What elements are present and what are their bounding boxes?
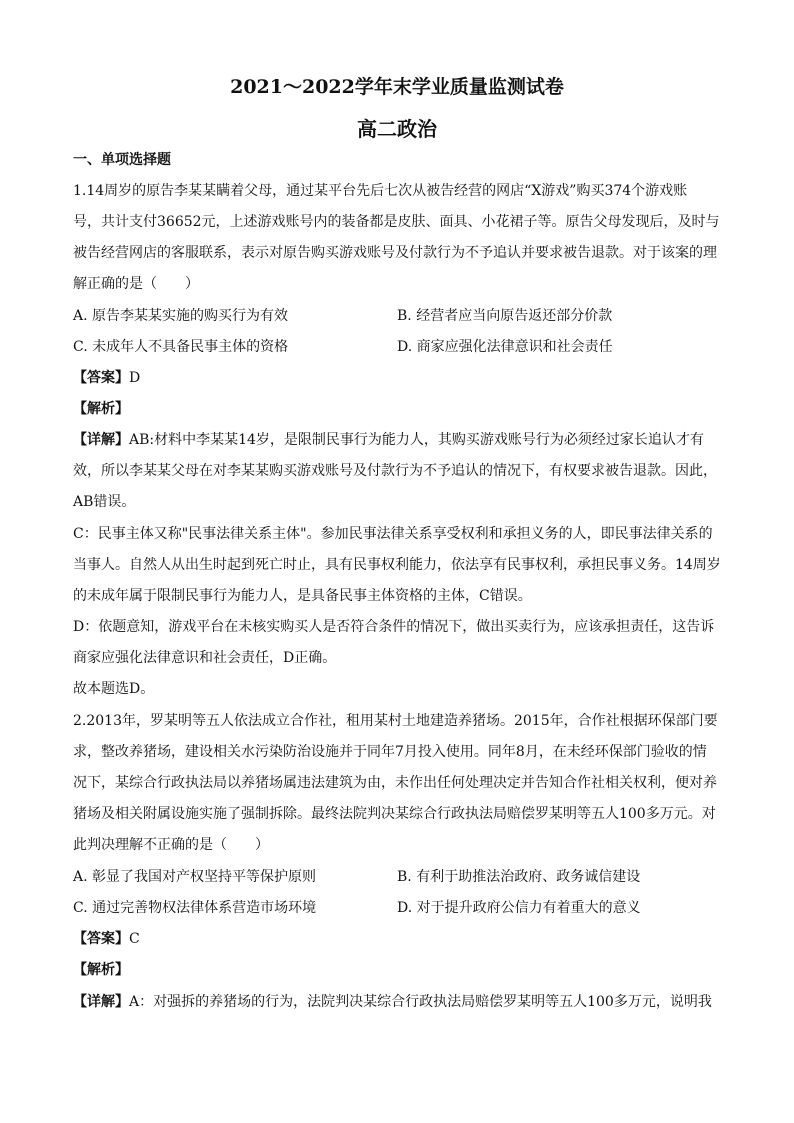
detail-text: AB:材料中李某某14岁，是限制民事行为能力人，其购买游戏账号行为必须经过家长追认才有 [129,432,704,448]
question-1-option-d: D. 商家应强化法律意识和社会责任 [397,339,613,355]
question-1-detail-line: 的未成年属于限制民事行为能力人，是具备民事主体资格的主体，C错误。 [73,588,532,604]
question-1-detail-line: D：依题意知，游戏平台在未核实购买人是否符合条件的情况下，做出买卖行为，应该承担责任，这告诉 [73,619,715,635]
question-1-answer [73,368,723,388]
question-1-detail-line: 商家应强化法律意识和社会责任，D正确。 [73,650,337,666]
question-1-detail-line: 当事人。自然人从出生时起到死亡时止，具有民事权利能力，依法享有民事权利，承担民事义务。14周岁 [73,557,721,573]
question-1-detail-line: C：民事主体又称"民事法律关系主体"。参加民事法律关系享受权利和承担义务的人，即民事法律关系的 [73,526,713,542]
question-1-line: 被告经营网店的客服联系，表示对原告购买游戏账号及付款行为不予追认并要求被告退款。对于该案的理 [73,245,717,261]
question-1-option-c: C. 未成年人不具备民事主体的资格 [73,339,289,355]
question-2-option-c: C. 通过完善物权法律体系营造市场环境 [73,900,317,916]
detail-tag: 【详解】 [73,994,129,1010]
analysis-tag: 【解析】 [73,401,129,417]
question-2-analysis-tag [73,960,723,980]
question-2-line: 求，整改养猪场，建设相关水污染防治设施并于同年7月投入使用。同年8月，在未经环保部门验收的情 [73,744,707,760]
exam-title: 2021～2022学年末学业质量监测试卷 [230,76,564,98]
question-1-conclusion: 故本题选D。 [73,681,155,697]
question-1-option-b: B. 经营者应当向原告返还部分价款 [397,308,613,324]
question-1-option-a: A. 原告李某某实施的购买行为有效 [73,308,289,324]
question-1-detail-line [73,430,723,450]
answer-value: C [129,931,140,947]
section-heading: 一、单项选择题 [73,152,171,168]
question-2-line: 此判决理解不正确的是（ ） [73,837,269,853]
question-2-line: 2.2013年，罗某明等五人依法成立合作社，租用某村土地建造养猪场。2015年，合作社根据环保部门要 [73,713,718,729]
question-2-option-d: D. 对于提升政府公信力有着重大的意义 [397,900,641,916]
question-2-line: 猪场及相关附属设施实施了强制拆除。最终法院判决某综合行政执法局赔偿罗某明等五人100多万元。对 [73,806,716,822]
detail-tag: 【详解】 [73,432,129,448]
question-1-line: 号，共计支付36652元，上述游戏账号内的装备都是皮肤、面具、小花裙子等。原告父母发现后，及时与 [73,214,720,230]
question-2-option-b: B. 有利于助推法治政府、政务诚信建设 [397,869,641,885]
question-2-option-a: A. 彰显了我国对产权坚持平等保护原则 [73,869,317,885]
answer-value: D [129,370,141,386]
question-2-line: 况下，某综合行政执法局以养猪场属违法建筑为由，未作出任何处理决定并告知合作社相关权利，便对养 [73,775,717,791]
exam-subtitle: 高二政治 [357,117,437,141]
answer-tag: 【答案】 [73,931,129,947]
question-1-line: 解正确的是（ ） [73,276,199,292]
question-1-detail-line: AB错误。 [73,494,136,510]
question-2-answer [73,929,723,949]
question-1-detail-line: 效，所以李某某父母在对李某某购买游戏账号及付款行为不予追认的情况下，有权要求被告退款。因此， [73,463,717,479]
analysis-tag: 【解析】 [73,962,129,978]
question-2-detail-line [73,992,723,1012]
question-1-analysis-tag [73,399,723,419]
answer-tag: 【答案】 [73,370,129,386]
question-1-line: 1.14周岁的原告李某某瞒着父母，通过某平台先后七次从被告经营的网店“X游戏”购买374个游戏账 [73,183,688,199]
detail-text: A：对强拆的养猪场的行为，法院判决某综合行政执法局赔偿罗某明等五人100多万元，说明我 [129,994,712,1010]
